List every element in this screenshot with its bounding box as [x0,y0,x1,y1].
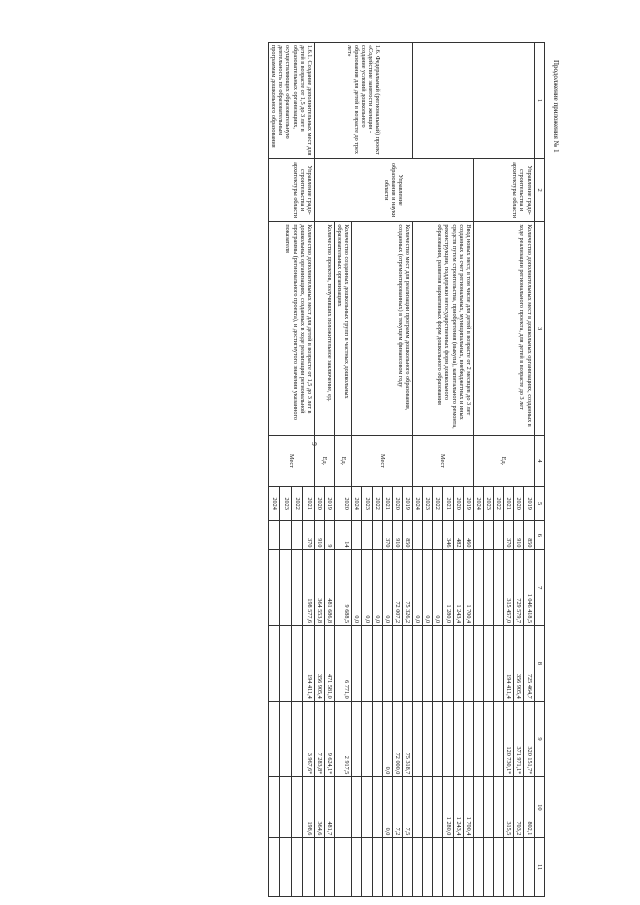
local-budget-cell: 198,6 [303,777,314,838]
year-cell: 2022 [291,487,302,521]
event-name-cell: 1.6. Федеральный (региональный) проект «Содействие занятости женщин - создание условий дошкольного образования для детей в возрасте до трех лет» [314,43,412,159]
regional-budget-cell [291,701,302,777]
total-cell: 198 577,6 [303,550,314,626]
value-cell [413,521,423,550]
value-cell: 910 [514,521,524,550]
federal-budget-cell [402,626,412,702]
federal-budget-cell [280,626,291,702]
year-cell: 2019 [463,487,473,521]
local-budget-cell [362,777,372,838]
federal-budget-cell: 725 464,7 [524,626,534,702]
federal-budget-cell [463,626,473,702]
executor-cell: Управление образования и науки области [314,158,473,221]
federal-budget-cell [413,626,423,702]
federal-budget-cell [483,626,493,702]
value-cell: 9 [324,521,334,550]
year-cell: 2023 [362,487,372,521]
total-cell [269,550,280,626]
local-budget-cell: 1 700,4 [463,777,473,838]
executor-cell: Управление градо-строительства и архитектуры области [269,158,315,221]
header-cell: 7 [534,550,544,626]
other-sources-cell [483,838,493,897]
local-budget-cell: 364,6 [314,777,324,838]
total-cell: 75 326,2 [402,550,412,626]
year-cell: 2023 [423,487,433,521]
value-cell: 346 [443,521,453,550]
federal-budget-cell: 194 411,4 [504,626,514,702]
federal-budget-cell: 194 411,4 [303,626,314,702]
indicator-cell: Количество дополнительных мест в дошкольных организациях, созданных в ходе реализации регионального проекта, для детей в возрасте до 3 лет [473,222,534,436]
local-budget-cell: 1 280,0 [443,777,453,838]
unit-cell: Мест [352,435,413,486]
year-cell: 2020 [453,487,463,521]
other-sources-cell [463,838,473,897]
year-cell: 2019 [402,487,412,521]
local-budget-cell: 315,5 [504,777,514,838]
value-cell: 850 [524,521,534,550]
value-cell [269,521,280,550]
other-sources-cell [303,838,314,897]
year-cell: 2024 [269,487,280,521]
federal-budget-cell [362,626,372,702]
year-cell: 2021 [382,487,392,521]
regional-budget-cell [372,701,382,777]
federal-budget-cell [453,626,463,702]
regional-budget-cell [473,701,483,777]
indicator-cell: Количество мест для реализации программ дошкольного образования, созданных (отремонтированных) в текущем финансовом году [352,222,413,436]
value-cell: 850 [402,521,412,550]
total-cell: 1 280,0 [443,550,453,626]
local-budget-cell [372,777,382,838]
other-sources-cell [423,838,433,897]
event-name-cell: 1.6.1. Создание дополнительных мест для детей в возрасте от 1,5 до 3 лет в образовательных организациях, осуществляющих образовательную деятельность по образовательным программам дошкольного образования [269,43,315,159]
total-cell [280,550,291,626]
table-row [463,43,473,897]
total-cell: 0,0 [362,550,372,626]
other-sources-cell [494,838,504,897]
local-budget-cell [280,777,291,838]
local-budget-cell [494,777,504,838]
regional-budget-cell: 72 000,0 [392,701,402,777]
other-sources-cell [372,838,382,897]
value-cell [483,521,493,550]
local-budget-cell: 7,5 [402,777,412,838]
federal-budget-cell [494,626,504,702]
value-cell: 370 [303,521,314,550]
other-sources-cell [324,838,334,897]
federal-budget-cell [382,626,392,702]
total-cell: 315 457,0 [504,550,514,626]
federal-budget-cell: 356 905,4 [514,626,524,702]
indicator-cell: Количество дополнительных мест для детей в возрасте от 1,5 до 3 лет в дошкольных организациях, созданных в ходе реализации региональной программы (регионального проекта), и достигнутого значения указанного показателя [269,222,315,436]
other-sources-cell [473,838,483,897]
regional-budget-cell: 9 624,1* [324,701,334,777]
regional-budget-cell: 2 917,5 [335,701,352,777]
regional-budget-cell: 320 151,7* [524,701,534,777]
header-cell: 11 [534,838,544,897]
year-cell: 2022 [433,487,443,521]
value-cell: 370 [382,521,392,550]
regional-budget-cell: 75 318,7 [402,701,412,777]
year-cell: 2021 [504,487,514,521]
other-sources-cell [504,838,514,897]
total-cell: 72 007,2 [392,550,402,626]
unit-cell: Ед. [473,435,534,486]
total-cell [291,550,302,626]
regional-budget-cell [352,701,362,777]
total-cell: 0,0 [352,550,362,626]
value-cell: 460 [463,521,473,550]
other-sources-cell [335,838,352,897]
other-sources-cell [402,838,412,897]
year-cell: 2024 [413,487,423,521]
total-cell: 481 686,8 [324,550,334,626]
total-cell: 0,0 [382,550,392,626]
total-cell: 0,0 [423,550,433,626]
header-cell: 9 [534,701,544,777]
federal-budget-cell [352,626,362,702]
federal-budget-cell [291,626,302,702]
total-cell: 0,0 [433,550,443,626]
value-cell [352,521,362,550]
regional-budget-cell: 371 971,1* [514,701,524,777]
indicator-cell: Количество проектов, получивших положительное заключение, ед. [314,222,334,436]
total-cell [473,550,483,626]
other-sources-cell [433,838,443,897]
value-cell: 14 [335,521,352,550]
total-cell: 364 553,8 [314,550,324,626]
unit-cell: Мест [413,435,474,486]
year-cell: 2020 [392,487,402,521]
total-cell [494,550,504,626]
indicator-cell: Ввод новых мест, в том числе для детей в возрасте от 2 месяцев до 3 лет созданных за счет региональных, муниципальных, внебюджетных и иных средств путем строительства, приобретения (выкупа), капитального ремонта, реконструкции, поддержки негосударственных форм дошкольного образования, развития вариативных форм дошкольного образования [413,222,474,436]
total-cell: 729 579,7 [514,550,524,626]
program-table [268,42,545,897]
header-cell: 10 [534,777,544,838]
table-row [303,43,314,897]
regional-budget-cell [463,701,473,777]
regional-budget-cell [494,701,504,777]
local-budget-cell: 7,2 [392,777,402,838]
other-sources-cell [352,838,362,897]
federal-budget-cell [423,626,433,702]
regional-budget-cell: 7 283,8* [314,701,324,777]
value-cell [362,521,372,550]
local-budget-cell [413,777,423,838]
value-cell [494,521,504,550]
unit-cell: Ед. [314,435,334,486]
federal-budget-cell [269,626,280,702]
other-sources-cell [524,838,534,897]
value-cell [280,521,291,550]
other-sources-cell [269,838,280,897]
federal-budget-cell: 356 905,4 [314,626,324,702]
federal-budget-cell: 471 581,0 [324,626,334,702]
year-cell: 2020 [314,487,324,521]
appendix-caption: Продолжение приложения № 1 [552,60,560,153]
local-budget-cell [483,777,493,838]
total-cell: 0,0 [413,550,423,626]
local-budget-cell: 0,0 [382,777,392,838]
year-cell: 2023 [483,487,493,521]
other-sources-cell [382,838,392,897]
local-budget-cell [352,777,362,838]
other-sources-cell [514,838,524,897]
value-cell: 910 [314,521,324,550]
header-row [534,43,544,897]
year-cell: 2019 [324,487,334,521]
local-budget-cell [473,777,483,838]
total-cell: 1 700,4 [463,550,473,626]
header-cell: 8 [534,626,544,702]
value-cell [372,521,382,550]
local-budget-cell [291,777,302,838]
federal-budget-cell [392,626,402,702]
federal-budget-cell [443,626,453,702]
total-cell: 9 688,5 [335,550,352,626]
table-row [524,43,534,897]
other-sources-cell [413,838,423,897]
year-cell: 2020 [514,487,524,521]
header-cell: 5 [534,487,544,521]
local-budget-cell: 703,2 [514,777,524,838]
other-sources-cell [443,838,453,897]
value-cell: 370 [504,521,514,550]
value-cell [433,521,443,550]
regional-budget-cell [433,701,443,777]
local-budget-cell: 802,1 [524,777,534,838]
year-cell: 2024 [473,487,483,521]
regional-budget-cell [362,701,372,777]
header-cell: 2 [534,158,544,221]
year-cell: 2023 [280,487,291,521]
value-cell [473,521,483,550]
total-cell [483,550,493,626]
regional-budget-cell [423,701,433,777]
value-cell [291,521,302,550]
regional-budget-cell [280,701,291,777]
executor-cell: Управление градо-строительства и архитектуры области [473,158,534,221]
federal-budget-cell [473,626,483,702]
header-cell: 4 [534,435,544,486]
year-cell: 2021 [443,487,453,521]
page-number: 9 [309,442,318,446]
local-budget-cell: 481,7 [324,777,334,838]
event-name-cell [413,43,535,159]
local-budget-cell: 1 243,4 [453,777,463,838]
header-cell: 6 [534,521,544,550]
regional-budget-cell: 0,0 [382,701,392,777]
federal-budget-cell [372,626,382,702]
federal-budget-cell [433,626,443,702]
regional-budget-cell: 3 967,6* [303,701,314,777]
year-cell: 2019 [524,487,534,521]
other-sources-cell [280,838,291,897]
unit-cell: Ед. [335,435,352,486]
total-cell: 1 243,4 [453,550,463,626]
header-cell: 1 [534,43,544,159]
regional-budget-cell [443,701,453,777]
other-sources-cell [314,838,324,897]
regional-budget-cell [483,701,493,777]
value-cell: 910 [392,521,402,550]
other-sources-cell [453,838,463,897]
local-budget-cell [335,777,352,838]
other-sources-cell [362,838,372,897]
year-cell: 2022 [494,487,504,521]
other-sources-cell [291,838,302,897]
year-cell: 2020 [335,487,352,521]
year-cell: 2021 [303,487,314,521]
regional-budget-cell: 120 730,1* [504,701,514,777]
indicator-cell: Количество созданных дошкольных групп в частных дошкольных образовательных организациях [335,222,352,436]
regional-budget-cell [453,701,463,777]
value-cell [423,521,433,550]
unit-cell: Мест [269,435,315,486]
local-budget-cell [433,777,443,838]
regional-budget-cell [269,701,280,777]
local-budget-cell [423,777,433,838]
local-budget-cell [269,777,280,838]
total-cell: 1 046 418,5 [524,550,534,626]
value-cell: 482 [453,521,463,550]
total-cell: 0,0 [372,550,382,626]
year-cell: 2024 [352,487,362,521]
other-sources-cell [392,838,402,897]
rotated-table-container [105,42,545,897]
year-cell: 2022 [372,487,382,521]
regional-budget-cell [413,701,423,777]
federal-budget-cell: 6 771,0 [335,626,352,702]
header-cell: 3 [534,222,544,436]
